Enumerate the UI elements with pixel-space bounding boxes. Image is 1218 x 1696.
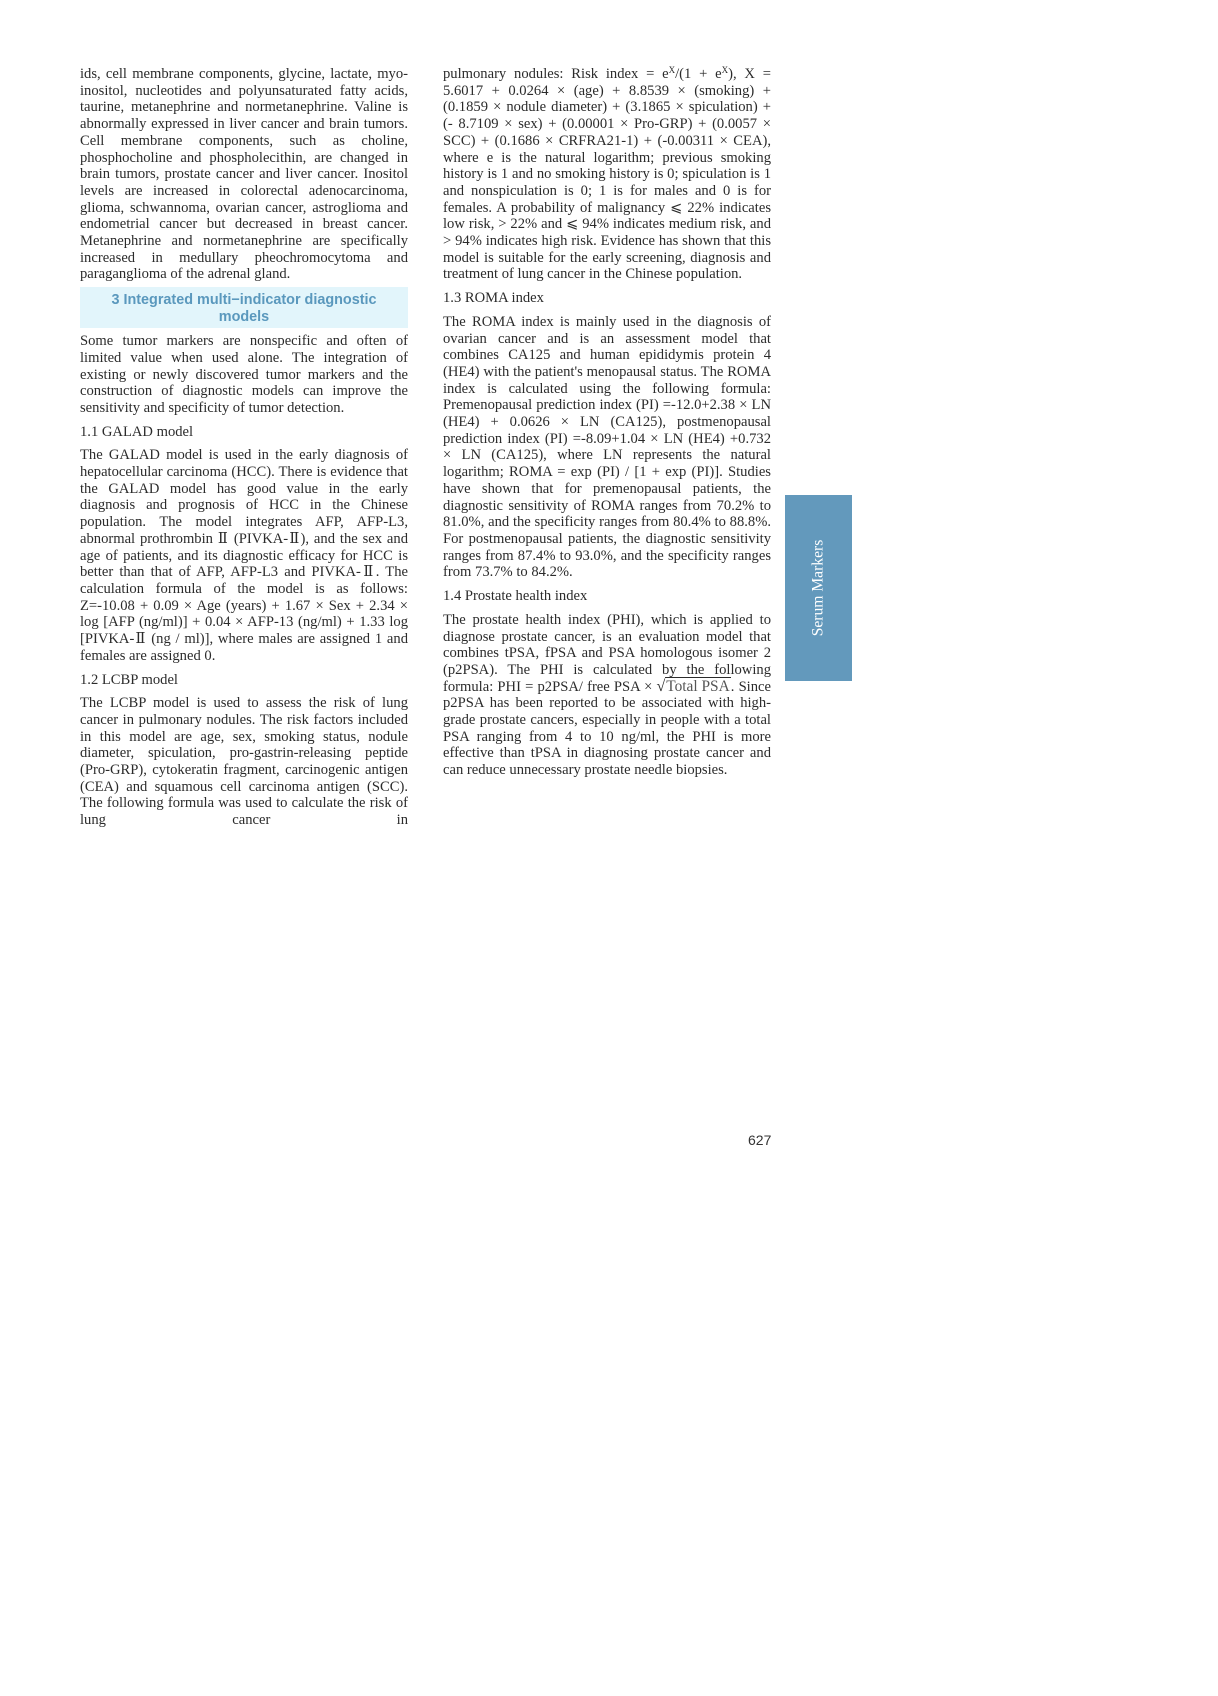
phi-heading: 1.4 Prostate health index [443,588,588,605]
galad-paragraph: The GALAD model is used in the early diagnosis of hepatocellular carcinoma (HCC). There is evidence that the GALAD model has good value in the early diagnosis and prognosis of HCC in the Chinese population. The model integrates AFP, AFP-L3, abnormal prothrombin Ⅱ (PIVKA-Ⅱ), and the sex and age of patients, and its diagnostic efficacy for HCC is better than that of AFP, AFP-L3 and PIVKA-Ⅱ. The calculation formula of the model is as follows: Z=-10.08 + 0.09 × Age (years) + 1.67 × Sex + 2.34 × log [AFP (ng/ml)] + 0.04 × AFP-13 (ng/ml) + 1.33 log [PIVKA-Ⅱ (ng / ml)], where males are assigned 1 and females are assigned 0. [80,447,408,664]
galad-heading: 1.1 GALAD model [80,423,194,440]
lcbp-heading: 1.2 LCBP model [80,671,178,688]
sqrt-icon: √ [656,677,666,695]
roma-heading: 1.3 ROMA index [443,290,544,307]
sqrt-term: Total PSA [666,677,730,695]
sqrt-formula [656,679,730,696]
right-column [443,66,771,779]
lcbp-formula-rest: ), X = 5.6017 + 0.0264 × (age) + 8.8539 × (smoking) + (0.1859 × nodule diameter) + (3.1865 × spiculation) + (- 8.7109 × sex) + (0.00001 × Pro-GRP) + (0.0057 × SCC) + (0.1686 × CRFRA21-1) + (-0.00311 × CEA), where e is the natural logarithm; previous smoking history is 1 and no smoking history is 0; spiculation is 1 and nonspiculation is 0; 1 is for males and 0 is for females. A probability of malignancy ⩽ 22% indicates low risk, > 22% and ⩽ 94% indicates medium risk, and > 94% indicates high risk. Evidence has shown that this model is suitable for the early screening, diagnosis and treatment of lung cancer in the Chinese population. [443,66,772,283]
section-intro-paragraph: Some tumor markers are nonspecific and often of limited value when used alone. The integration of existing or newly discovered tumor markers and the construction of diagnostic models can improve the sensitivity and specificity of tumor detection. [80,333,408,416]
lcbp-paragraph: The LCBP model is used to assess the risk of lung cancer in pulmonary nodules. The risk factors included in this model are age, sex, smoking status, nodule diameter, spiculation, pro-gastrin-releasing peptide (Pro-GRP), cytokeratin fragment, carcinogenic antigen (CEA) and squamous cell carcinoma antigen (SCC). The following formula was used to calculate the risk of lung cancer in [80,695,408,829]
exponent-x: X [668,65,676,75]
phi-paragraph-suffix: . Since p2PSA has been reported to be associated with high-grade prostate cancers, especially in people with a total PSA ranging from 4 to 10 ng/ml, the PHI is more effective than tPSA in diagnosing prostate cancer and can reduce unnecessary prostate needle biopsies. [443,678,771,779]
phi-paragraph [443,612,771,779]
exponent-x: X [721,65,729,75]
left-column [80,66,408,829]
intro-paragraph: ids, cell membrane components, glycine, lactate, myo-inositol, nucleotides and polyunsaturated fatty acids, taurine, metanephrine and normetanephrine. Valine is abnormally expressed in liver cancer and brain tumors. Cell membrane components, such as choline, phosphocholine and phospholecithin, are changed in brain tumors, prostate cancer and liver cancer. Inositol levels are increased in colorectal adenocarcinoma, glioma, schwannoma, ovarian cancer, astroglioma and endometrial cancer but decreased in breast cancer. Metanephrine and normetanephrine are specifically increased in medullary pheochromocytoma and paraganglioma of the adrenal gland. [80,66,408,283]
lcbp-formula-prefix: pulmonary nodules: Risk index = e [443,66,669,82]
page-number: 627 [748,1132,772,1148]
phi-paragraph-prefix: The prostate health index (PHI), which is applied to diagnose prostate cancer, is an evaluation model that combines tPSA, fPSA and PSA homologous isomer 2 (p2PSA). The PHI is calculated by the following formula: PHI = p2PSA/ free PSA × [443,611,771,695]
lcbp-formula-paragraph [443,66,771,283]
side-tab-label: Serum Markers [809,539,827,637]
section-heading: 3 Integrated multi−indicator diagnostic models [80,287,408,328]
roma-paragraph: The ROMA index is mainly used in the diagnosis of ovarian cancer and is an assessment model that combines CA125 and human epididymis protein 4 (HE4) with the patient's menopausal status. The ROMA index is calculated using the following formula: Premenopausal prediction index (PI) =-12.0+2.38 × LN (HE4) + 0.0626 × LN (CA125), postmenopausal prediction index (PI) =-8.09+1.04 × LN (HE4) +0.732 × LN (CA125), where LN represents the natural logarithm; ROMA = exp (PI) / [1 + exp (PI)]. Studies have shown that for premenopausal patients, the diagnostic sensitivity of ROMA ranges from 70.2% to 81.0%, and the specificity ranges from 80.4% to 88.8%. For postmenopausal patients, the diagnostic sensitivity ranges from 87.4% to 93.0%, and the specificity ranges from 73.7% to 84.2%. [443,313,771,581]
lcbp-formula-mid: /(1 + e [675,66,722,82]
side-tab [785,495,852,681]
